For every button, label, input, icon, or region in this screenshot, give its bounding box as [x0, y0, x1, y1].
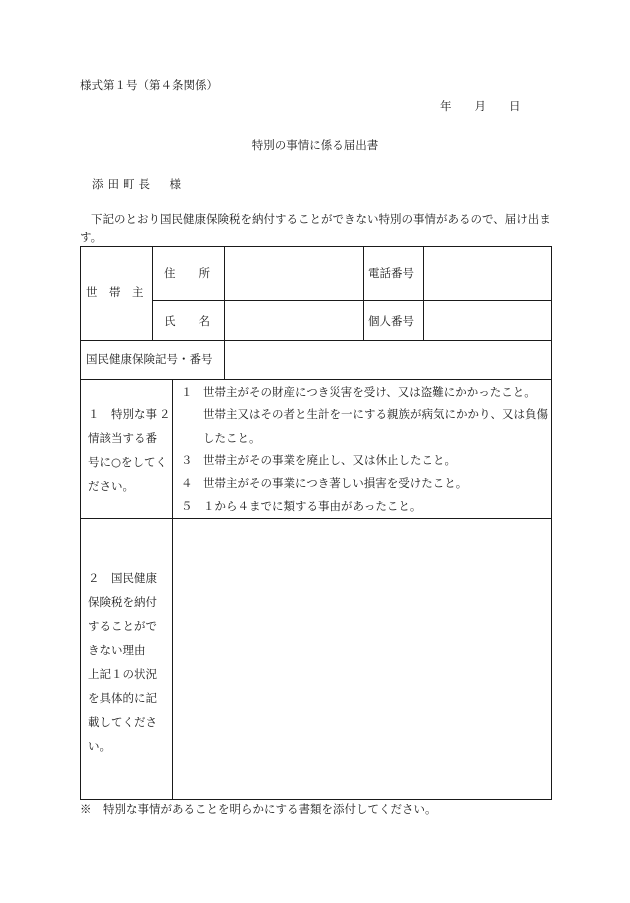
date-line: 年 月 日 [440, 99, 521, 113]
reason-text: 世帯主がその事業を廃止し、又は休止したこと。 [203, 453, 456, 467]
reason-item-2[interactable] [159, 402, 553, 450]
reason-number: ２ [159, 407, 171, 421]
reason-item-1[interactable] [181, 380, 553, 404]
intro-text: 下記のとおり国民健康保険税を納付することができない特別の事情があるので、届け出ます。 [80, 212, 551, 244]
reason-item-4[interactable] [181, 471, 553, 495]
footnote: ※ 特別な事情があることを明らかにする書類を添付してください。 [80, 802, 437, 816]
reason-number: ５ [181, 499, 193, 513]
reason-item-3[interactable] [181, 448, 553, 472]
reason-number: ３ [181, 453, 193, 467]
phone-label: 電話番号 [368, 266, 414, 280]
form-number: 様式第１号（第４条関係） [80, 78, 218, 92]
reason-text: 世帯主がその財産につき災害を受け、又は盗難にかかったこと。 [203, 385, 536, 399]
reason-number: １ [181, 385, 193, 399]
addressee: 添田町長 様 [92, 177, 185, 191]
household-head-label: 世 帯 主 [86, 285, 144, 299]
reason-item-5[interactable] [181, 494, 553, 518]
section2-sublabel: 上記１の状況を具体的に記載してください。 [88, 667, 157, 753]
insurance-number-label: 国民健康保険記号・番号 [86, 352, 213, 366]
reason-number: ４ [181, 476, 193, 490]
section1-label: １ 特別な事情該当する番号に○をしてください。 [88, 407, 168, 493]
reason-detail-field[interactable] [178, 525, 546, 793]
individual-number-label: 個人番号 [368, 314, 414, 328]
reason-text: 世帯主又はその者と生計を一にする親族が病気にかかり、又は負傷したこと。 [203, 407, 548, 445]
name-label: 氏 名 [164, 314, 210, 328]
section2-label: ２ 国民健康保険税を納付することができない理由 [88, 571, 157, 657]
reason-text: １から４までに類する事由があったこと。 [203, 499, 422, 513]
address-label: 住 所 [164, 266, 210, 280]
reason-text: 世帯主がその事業につき著しい損害を受けたこと。 [203, 476, 468, 490]
document-title: 特別の事情に係る届出書 [251, 138, 379, 152]
